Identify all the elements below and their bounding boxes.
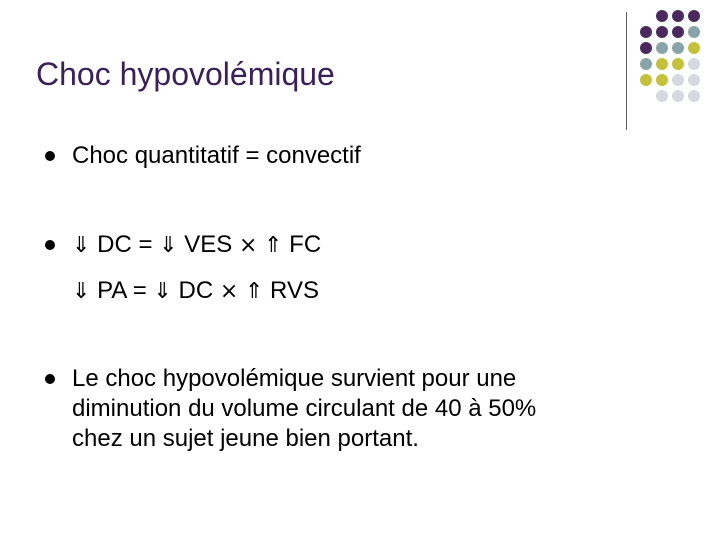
paragraph-line: Le choc hypovolémique survient pour une: [72, 365, 517, 392]
decorative-dot: [672, 26, 684, 38]
down-arrow-icon: ⇓: [72, 233, 91, 258]
times-icon: ×: [219, 279, 239, 304]
decorative-dot: [688, 26, 700, 38]
formula-dc: [72, 230, 321, 261]
bullet-choc-quantitatif: Choc quantitatif = convectif: [72, 142, 361, 169]
bullet-dot: [45, 151, 55, 161]
paragraph-line: diminution du volume circulant de 40 à 50%: [72, 395, 537, 422]
down-arrow-icon: ⇓: [153, 279, 172, 304]
decorative-dot: [656, 10, 668, 22]
decorative-dot: [688, 74, 700, 86]
decorative-dot: [656, 74, 668, 86]
decorative-dot: [656, 90, 668, 102]
decorative-dot: [672, 42, 684, 54]
decorative-dot: [656, 58, 668, 70]
times-icon: ×: [238, 233, 258, 258]
formula-pa-left: PA =: [97, 277, 154, 304]
decorative-divider-line: [626, 12, 627, 130]
decorative-dot: [640, 26, 652, 38]
decorative-dot: [672, 58, 684, 70]
formula-dc-right: FC: [289, 231, 322, 258]
bullet-dot: [45, 374, 55, 384]
decorative-dot: [672, 10, 684, 22]
paragraph-line: chez un sujet jeune bien portant.: [72, 425, 419, 452]
decorative-dot: [688, 42, 700, 54]
down-arrow-icon: ⇓: [72, 279, 91, 304]
decorative-dot: [656, 42, 668, 54]
decorative-dot: [640, 74, 652, 86]
formula-pa-middle: DC: [178, 277, 220, 304]
bullet-choc-hypovolemique-paragraph: [72, 364, 536, 454]
formula-pa-right: RVS: [270, 277, 319, 304]
formula-dc-middle: VES: [184, 231, 239, 258]
bullet-dot: [45, 240, 55, 250]
decorative-dot: [688, 10, 700, 22]
decorative-dot: [656, 26, 668, 38]
formula-pa: [72, 276, 319, 307]
formula-dc-left: DC =: [97, 231, 160, 258]
decorative-dot: [688, 90, 700, 102]
decorative-dot: [640, 58, 652, 70]
down-arrow-icon: ⇓: [159, 233, 178, 258]
slide-title: Choc hypovolémique: [36, 56, 335, 92]
decorative-dot: [688, 58, 700, 70]
up-arrow-icon: ⇑: [264, 233, 283, 258]
decorative-dot: [640, 42, 652, 54]
decorative-dot: [672, 74, 684, 86]
decorative-dot: [672, 90, 684, 102]
up-arrow-icon: ⇑: [244, 279, 264, 304]
